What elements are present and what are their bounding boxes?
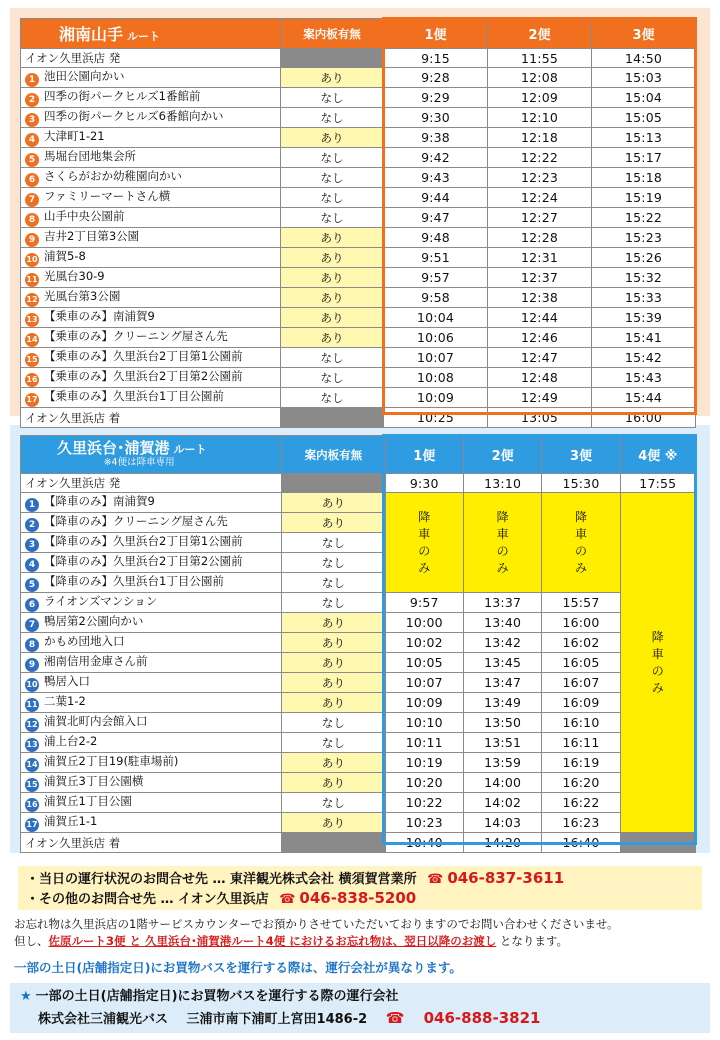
departure-time: 10:40: [385, 833, 463, 852]
stop-number-badge: 15: [25, 353, 39, 367]
alight-only-block: 降車のみ: [463, 493, 541, 593]
route2-ann-header: 案内板有無: [282, 436, 385, 474]
route1-bin-3: 3便: [592, 19, 696, 49]
departure-time: 12:24: [488, 188, 592, 208]
stop-number-badge: 7: [25, 193, 39, 207]
stop-number-badge: 17: [25, 818, 39, 832]
signboard-status: なし: [281, 368, 384, 388]
table-row: [21, 208, 696, 228]
departure-time: 10:02: [385, 633, 463, 653]
stop-name: 3 四季の街パークヒルズ6番館向かい: [21, 108, 281, 128]
stop-name: 7 ファミリーマートさん横: [21, 188, 281, 208]
stop-name: 2 四季の街パークヒルズ1番館前: [21, 88, 281, 108]
route2-bin-2: 2便: [463, 436, 541, 474]
stop-name: 4 【降車のみ】久里浜台2丁目第2公園前: [21, 553, 282, 573]
stop-name: イオン久里浜店 発: [21, 49, 281, 68]
departure-time: 15:30: [542, 474, 620, 493]
signboard-status: あり: [282, 753, 385, 773]
stop-number-badge: 1: [25, 73, 39, 87]
departure-time: 15:33: [592, 288, 696, 308]
stop-number-badge: 7: [25, 618, 39, 632]
route1-title: 湘南山手 ルート: [21, 19, 281, 49]
departure-time: 12:27: [488, 208, 592, 228]
departure-time: 13:42: [463, 633, 541, 653]
table-row: [21, 593, 696, 613]
departure-time: 10:11: [385, 733, 463, 753]
departure-time: 13:51: [463, 733, 541, 753]
table-row: [21, 653, 696, 673]
departure-time: 13:59: [463, 753, 541, 773]
table-row: [21, 188, 696, 208]
signboard-status: あり: [282, 513, 385, 533]
table-row: [21, 633, 696, 653]
stop-name: 12 浦賀北町内会館入口: [21, 713, 282, 733]
stop-number-badge: 16: [25, 798, 39, 812]
company-tel[interactable]: ☎ 046-888-3821: [385, 1009, 541, 1027]
signboard-status: なし: [282, 593, 385, 613]
stop-number-badge: 9: [25, 658, 39, 672]
route2-bin-3: 3便: [542, 436, 620, 474]
departure-time: 10:07: [385, 673, 463, 693]
stop-name: 5 【降車のみ】久里浜台1丁目公園前: [21, 573, 282, 593]
departure-time: 15:22: [592, 208, 696, 228]
company-address: 三浦市南下浦町上宮田1486-2: [186, 1012, 368, 1027]
departure-time: 15:04: [592, 88, 696, 108]
route2-bin-4: 4便 ※: [620, 436, 695, 474]
telephone-icon: ☎: [427, 872, 444, 887]
stop-name: 16 【乗車のみ】久里浜台2丁目第2公園前: [21, 368, 281, 388]
departure-time: 17:55: [620, 474, 695, 493]
stop-number-badge: 6: [25, 173, 39, 187]
table-row: [21, 68, 696, 88]
stop-name: 6 ライオンズマンション: [21, 593, 282, 613]
departure-time: 12:37: [488, 268, 592, 288]
departure-time: 9:15: [384, 49, 488, 68]
table-row: [21, 308, 696, 328]
departure-time: 9:47: [384, 208, 488, 228]
signboard-status: なし: [281, 88, 384, 108]
contact-box: [18, 866, 702, 910]
departure-time: 16:22: [542, 793, 620, 813]
departure-time: 9:44: [384, 188, 488, 208]
stop-number-badge: 15: [25, 778, 39, 792]
signboard-status: なし: [282, 533, 385, 553]
stop-name: 9 湘南信用金庫さん前: [21, 653, 282, 673]
departure-time: 10:20: [385, 773, 463, 793]
stop-name: 1 【降車のみ】南浦賀9: [21, 493, 282, 513]
departure-time: 16:23: [542, 813, 620, 833]
stop-number-badge: 5: [25, 153, 39, 167]
stop-number-badge: 5: [25, 578, 39, 592]
stop-number-badge: 10: [25, 253, 39, 267]
route1-ann-header: 案内板有無: [281, 19, 384, 49]
departure-time: 16:10: [542, 713, 620, 733]
departure-time: 10:06: [384, 328, 488, 348]
departure-time: 13:45: [463, 653, 541, 673]
stop-name: 5 馬堀台団地集会所: [21, 148, 281, 168]
stop-name: 14 浦賀丘2丁目19(駐車場前): [21, 753, 282, 773]
alight-only-block: 降車のみ: [385, 493, 463, 593]
departure-time: 14:50: [592, 49, 696, 68]
stop-name: 1 池田公園向かい: [21, 68, 281, 88]
departure-time: 15:23: [592, 228, 696, 248]
departure-time: 12:09: [488, 88, 592, 108]
departure-time: 15:57: [542, 593, 620, 613]
departure-time: 16:00: [542, 613, 620, 633]
stop-name: 13 【乗車のみ】南浦賀9: [21, 308, 281, 328]
departure-time: 12:31: [488, 248, 592, 268]
departure-time: 16:20: [542, 773, 620, 793]
departure-time: 10:07: [384, 348, 488, 368]
departure-time: 9:30: [384, 108, 488, 128]
departure-time: 10:09: [385, 693, 463, 713]
stop-name: イオン久里浜店 着: [21, 833, 282, 852]
departure-time: 13:49: [463, 693, 541, 713]
stop-name: 11 光風台30-9: [21, 268, 281, 288]
stop-name: イオン久里浜店 着: [21, 408, 281, 427]
departure-time: 9:57: [384, 268, 488, 288]
signboard-status: なし: [282, 553, 385, 573]
stop-number-badge: 11: [25, 698, 39, 712]
departure-time: 10:00: [385, 613, 463, 633]
table-row: [21, 408, 696, 427]
table-row: [21, 733, 696, 753]
table-row: [21, 128, 696, 148]
signboard-status: あり: [282, 493, 385, 513]
table-row: [21, 713, 696, 733]
stop-name: 6 さくらがおか幼稚園向かい: [21, 168, 281, 188]
table-row: [21, 288, 696, 308]
departure-time: 9:43: [384, 168, 488, 188]
signboard-status: あり: [282, 633, 385, 653]
stop-number-badge: 11: [25, 273, 39, 287]
stop-number-badge: 8: [25, 638, 39, 652]
stop-number-badge: 9: [25, 233, 39, 247]
stop-name: 17 【乗車のみ】久里浜台1丁目公園前: [21, 388, 281, 408]
signboard-status: あり: [281, 68, 384, 88]
no-signboard-cell: [282, 833, 385, 852]
signboard-status: あり: [281, 288, 384, 308]
departure-time: 12:49: [488, 388, 592, 408]
stop-name: 3 【降車のみ】久里浜台2丁目第1公園前: [21, 533, 282, 553]
table-row: [21, 108, 696, 128]
departure-time: 15:19: [592, 188, 696, 208]
departure-time: 9:42: [384, 148, 488, 168]
table-row: [21, 388, 696, 408]
stop-name: 10 鴨居入口: [21, 673, 282, 693]
table-row: [21, 493, 696, 513]
operator-difference-notice: 一部の土日(店舗指定日)にお買物バスを運行する際は、運行会社が異なります。: [14, 960, 462, 975]
stop-name: 15 【乗車のみ】久里浜台2丁目第1公園前: [21, 348, 281, 368]
departure-time: 15:44: [592, 388, 696, 408]
departure-time: 10:05: [385, 653, 463, 673]
no-arrival-cell: [620, 833, 695, 852]
signboard-status: なし: [281, 168, 384, 188]
table-row: [21, 833, 696, 852]
weekend-operator-box: ★ 一部の土日(店舗指定日)にお買物バスを運行する際の運行会社 株式会社三浦観光バス 三浦市南下浦町上宮田1486-2 ☎ 046-888-3821: [10, 983, 710, 1033]
departure-time: 10:08: [384, 368, 488, 388]
signboard-status: なし: [281, 108, 384, 128]
company-name: 株式会社三浦観光バス: [38, 1012, 169, 1027]
departure-time: 12:44: [488, 308, 592, 328]
departure-time: 15:39: [592, 308, 696, 328]
departure-time: 10:04: [384, 308, 488, 328]
stop-number-badge: 2: [25, 93, 39, 107]
table-row: [21, 813, 696, 833]
table-row: [21, 328, 696, 348]
departure-time: 15:26: [592, 248, 696, 268]
signboard-status: なし: [281, 188, 384, 208]
route1-timetable: [20, 18, 696, 428]
stop-number-badge: 4: [25, 133, 39, 147]
departure-time: 9:30: [385, 474, 463, 493]
signboard-status: なし: [282, 733, 385, 753]
table-row: [21, 88, 696, 108]
signboard-status: あり: [282, 693, 385, 713]
signboard-status: なし: [281, 348, 384, 368]
stop-name: 4 大津町1-21: [21, 128, 281, 148]
departure-time: 15:18: [592, 168, 696, 188]
stop-name: 17 浦賀丘1-1: [21, 813, 282, 833]
table-row: [21, 613, 696, 633]
departure-time: 12:22: [488, 148, 592, 168]
signboard-status: なし: [281, 208, 384, 228]
stop-number-badge: 16: [25, 373, 39, 387]
table-row: [21, 148, 696, 168]
star-icon: ★: [20, 989, 32, 1004]
stop-name: 8 かもめ団地入口: [21, 633, 282, 653]
departure-time: 9:38: [384, 128, 488, 148]
signboard-status: あり: [281, 248, 384, 268]
table-row: [21, 793, 696, 813]
signboard-status: なし: [282, 573, 385, 593]
departure-time: 13:47: [463, 673, 541, 693]
stop-name: 10 浦賀5-8: [21, 248, 281, 268]
table-row: [21, 474, 696, 493]
contact-row-other: ・その他のお問合せ先 … イオン久里浜店 ☎ 046-838-5200: [26, 889, 417, 907]
signboard-status: あり: [282, 773, 385, 793]
departure-time: 12:23: [488, 168, 592, 188]
stop-number-badge: 14: [25, 758, 39, 772]
stop-name: 13 浦上台2-2: [21, 733, 282, 753]
no-signboard-cell: [281, 49, 384, 68]
departure-time: 9:48: [384, 228, 488, 248]
departure-time: 10:25: [384, 408, 488, 427]
departure-time: 14:20: [463, 833, 541, 852]
departure-time: 9:29: [384, 88, 488, 108]
departure-time: 16:40: [542, 833, 620, 852]
departure-time: 9:51: [384, 248, 488, 268]
signboard-status: あり: [281, 128, 384, 148]
no-signboard-cell: [282, 474, 385, 493]
route2-timetable: [20, 435, 696, 853]
telephone-icon: ☎: [385, 1009, 405, 1027]
departure-time: 10:09: [384, 388, 488, 408]
table-row: [21, 268, 696, 288]
departure-time: 13:50: [463, 713, 541, 733]
departure-time: 11:55: [488, 49, 592, 68]
signboard-status: あり: [282, 613, 385, 633]
departure-time: 16:05: [542, 653, 620, 673]
stop-number-badge: 4: [25, 558, 39, 572]
departure-time: 14:03: [463, 813, 541, 833]
signboard-status: あり: [281, 308, 384, 328]
stop-number-badge: 14: [25, 333, 39, 347]
telephone-icon: ☎: [279, 892, 296, 907]
stop-number-badge: 10: [25, 678, 39, 692]
departure-time: 10:10: [385, 713, 463, 733]
departure-time: 15:05: [592, 108, 696, 128]
departure-time: 16:00: [592, 408, 696, 427]
departure-time: 9:58: [384, 288, 488, 308]
signboard-status: あり: [281, 328, 384, 348]
stop-number-badge: 17: [25, 393, 39, 407]
stop-name: 11 二葉1-2: [21, 693, 282, 713]
departure-time: 16:07: [542, 673, 620, 693]
signboard-status: あり: [282, 673, 385, 693]
table-row: [21, 693, 696, 713]
departure-time: 12:48: [488, 368, 592, 388]
stop-number-badge: 1: [25, 498, 39, 512]
alight-only-block: 降車のみ: [542, 493, 620, 593]
departure-time: 15:32: [592, 268, 696, 288]
departure-time: 9:28: [384, 68, 488, 88]
stop-number-badge: 8: [25, 213, 39, 227]
departure-time: 15:13: [592, 128, 696, 148]
lost-items-notice: お忘れ物は久里浜店の1階サービスカウンターでお預かりさせていただいておりますのでお問い合わせくださいませ。 但し、佐原ルート3便 と 久里浜台･浦賀港ルート4便 におけるお忘れ物は、翌日以降のお渡し となります。: [14, 917, 619, 948]
stop-number-badge: 3: [25, 538, 39, 552]
contact-row-operation: ・当日の運行状況のお問合せ先 … 東洋観光株式会社 横須賀営業所 ☎ 046-837-3611: [26, 869, 565, 887]
stop-name: 14 【乗車のみ】クリーニング屋さん先: [21, 328, 281, 348]
stop-number-badge: 13: [25, 313, 39, 327]
stop-name: 7 鴨居第2公園向かい: [21, 613, 282, 633]
signboard-status: なし: [281, 388, 384, 408]
stop-name: 8 山手中央公園前: [21, 208, 281, 228]
signboard-status: なし: [282, 793, 385, 813]
departure-time: 15:17: [592, 148, 696, 168]
departure-time: 12:47: [488, 348, 592, 368]
departure-time: 14:02: [463, 793, 541, 813]
departure-time: 12:08: [488, 68, 592, 88]
stop-number-badge: 6: [25, 598, 39, 612]
departure-time: 16:11: [542, 733, 620, 753]
table-row: [21, 753, 696, 773]
stop-number-badge: 3: [25, 113, 39, 127]
stop-name: 16 浦賀丘1丁目公園: [21, 793, 282, 813]
stop-name: 15 浦賀丘3丁目公園横: [21, 773, 282, 793]
departure-time: 12:28: [488, 228, 592, 248]
stop-name: 9 吉井2丁目第3公園: [21, 228, 281, 248]
stop-number-badge: 12: [25, 718, 39, 732]
stop-name: 12 光風台第3公園: [21, 288, 281, 308]
route2-bin-1: 1便: [385, 436, 463, 474]
no-signboard-cell: [281, 408, 384, 427]
departure-time: 13:37: [463, 593, 541, 613]
contact-tel-operation[interactable]: ☎ 046-837-3611: [427, 869, 565, 887]
table-row: [21, 673, 696, 693]
departure-time: 10:23: [385, 813, 463, 833]
departure-time: 13:10: [463, 474, 541, 493]
signboard-status: なし: [282, 713, 385, 733]
stop-name: イオン久里浜店 発: [21, 474, 282, 493]
lost-items-exception: 佐原ルート3便 と 久里浜台･浦賀港ルート4便 におけるお忘れ物は、翌日以降のお渡し: [48, 934, 497, 948]
departure-time: 12:46: [488, 328, 592, 348]
table-row: [21, 49, 696, 68]
route1-bin-2: 2便: [488, 19, 592, 49]
departure-time: 15:03: [592, 68, 696, 88]
table-row: [21, 348, 696, 368]
departure-time: 9:57: [385, 593, 463, 613]
signboard-status: あり: [282, 653, 385, 673]
stop-number-badge: 12: [25, 293, 39, 307]
stop-number-badge: 2: [25, 518, 39, 532]
departure-time: 13:05: [488, 408, 592, 427]
departure-time: 13:40: [463, 613, 541, 633]
table-row: [21, 228, 696, 248]
departure-time: 16:02: [542, 633, 620, 653]
signboard-status: あり: [281, 228, 384, 248]
departure-time: 10:22: [385, 793, 463, 813]
table-row: [21, 773, 696, 793]
departure-time: 12:18: [488, 128, 592, 148]
departure-time: 16:09: [542, 693, 620, 713]
route1-header-row: [21, 19, 696, 49]
table-row: [21, 248, 696, 268]
departure-time: 10:19: [385, 753, 463, 773]
stop-number-badge: 13: [25, 738, 39, 752]
table-row: [21, 168, 696, 188]
table-row: [21, 368, 696, 388]
signboard-status: あり: [282, 813, 385, 833]
route2-header-row: [21, 436, 696, 474]
departure-time: 15:41: [592, 328, 696, 348]
contact-tel-store[interactable]: ☎ 046-838-5200: [279, 889, 417, 907]
signboard-status: なし: [281, 148, 384, 168]
alight-only-block-bin4: 降車のみ: [620, 493, 695, 833]
route2-note: ※4便は降車専用: [103, 456, 175, 468]
departure-time: 16:19: [542, 753, 620, 773]
signboard-status: あり: [281, 268, 384, 288]
departure-time: 12:10: [488, 108, 592, 128]
route1-bin-1: 1便: [384, 19, 488, 49]
departure-time: 12:38: [488, 288, 592, 308]
departure-time: 15:42: [592, 348, 696, 368]
route2-title: 久里浜台･浦賀港 ルート ※4便は降車専用: [21, 436, 282, 474]
stop-name: 2 【降車のみ】クリーニング屋さん先: [21, 513, 282, 533]
departure-time: 15:43: [592, 368, 696, 388]
departure-time: 14:00: [463, 773, 541, 793]
